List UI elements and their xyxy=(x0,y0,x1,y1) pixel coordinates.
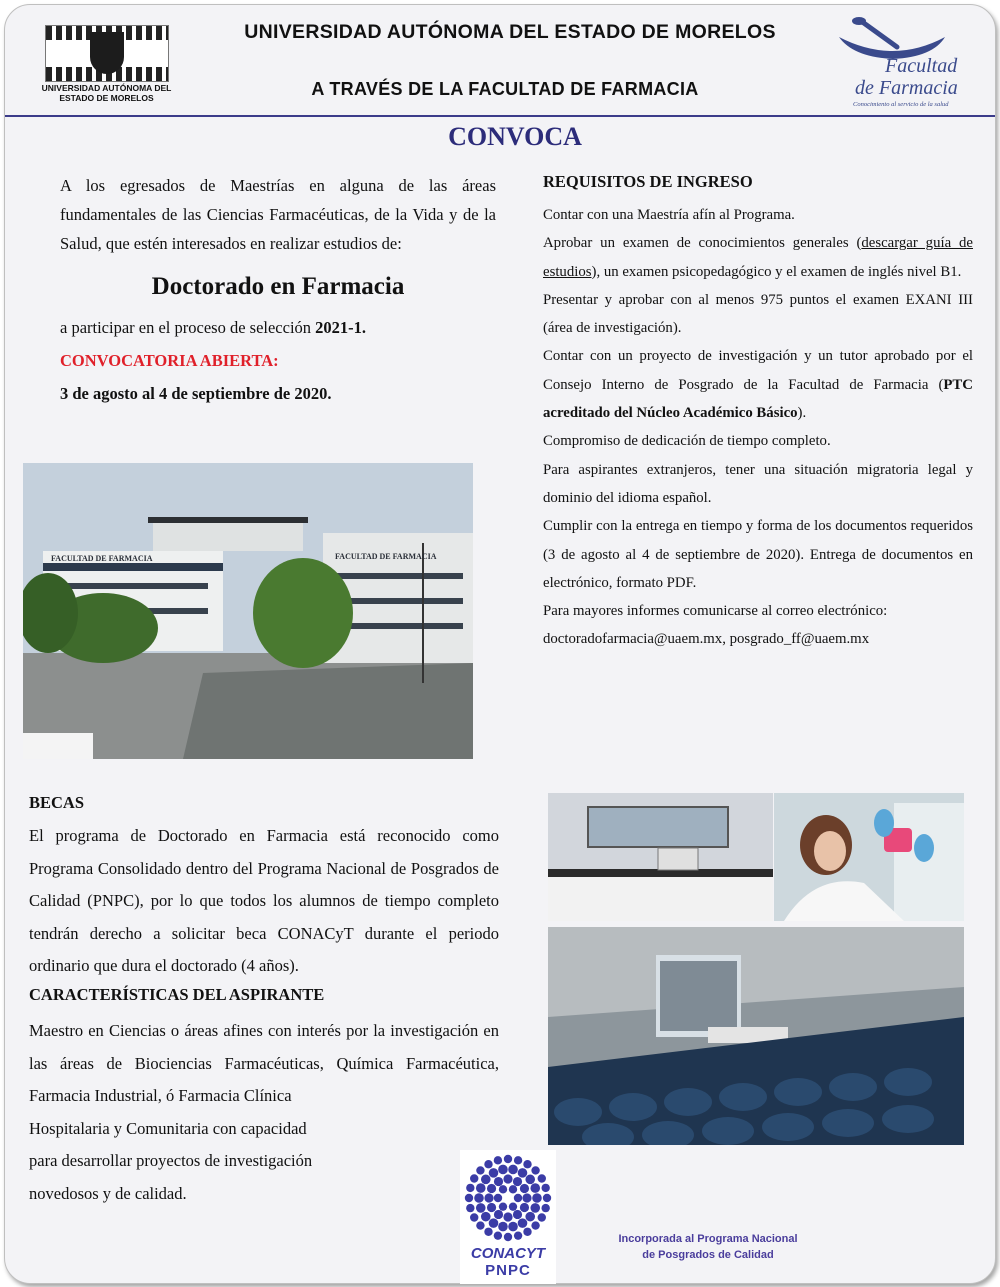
pnpc-dot xyxy=(494,1231,502,1239)
page-subtitle: A TRAVÉS DE LA FACULTAD DE FARMACIA xyxy=(311,79,699,99)
pnpc-dot xyxy=(466,1184,474,1192)
requirement-text: Aprobar un examen de conocimientos generales ( xyxy=(543,235,862,252)
faculty-logo-tagline: Conocimiento al servicio de la salud xyxy=(853,101,949,108)
intro-text: A los egresados de Maestrías en alguna de las áreas fundamentales de las Ciencias Farmacéuticas, de la Vida y de la Salud, que estén interesados en realizar estudios de: xyxy=(60,176,496,253)
pnpc-dot xyxy=(514,1194,522,1202)
university-crest-icon xyxy=(45,25,169,82)
pnpc-dot xyxy=(481,1175,491,1185)
pnpc-dot xyxy=(487,1184,496,1193)
pnpc-dot xyxy=(494,1156,502,1164)
pnpc-dot xyxy=(538,1213,546,1221)
pnpc-dot xyxy=(487,1203,496,1212)
pnpc-caption: Incorporada al Programa Nacional de Posgrados de Calidad xyxy=(618,1233,798,1261)
pnpc-dot xyxy=(513,1210,522,1219)
pnpc-dot xyxy=(499,1202,507,1210)
pnpc-dot xyxy=(481,1212,491,1222)
pnpc-dot xyxy=(514,1231,522,1239)
requirement-item: Compromiso de dedicación de tiempo completo. xyxy=(543,433,831,450)
requirements-title: REQUISITOS DE INGRESO xyxy=(543,172,753,191)
page-title: UNIVERSIDAD AUTÓNOMA DEL ESTADO DE MORELOS xyxy=(244,21,776,43)
pnpc-dot xyxy=(503,1212,512,1221)
pnpc-dot xyxy=(509,1202,517,1210)
requirement-item: Cumplir con la entrega en tiempo y forma de los documentos requeridos (3 de agosto al 4 de septiembre de 2020). Entrega de documentos en electrónico, formato PDF. xyxy=(543,518,973,591)
pnpc-dot xyxy=(489,1168,499,1178)
pnpc-dots-icon xyxy=(460,1150,556,1246)
pnpc-dot xyxy=(484,1228,492,1236)
pnpc-dot xyxy=(494,1194,502,1202)
requirement-text: Contar con un proyecto de investigación y un tutor aprobado por el Consejo Interno de Posgrado de la Facultad de Farmacia ( xyxy=(543,348,973,393)
building-photo xyxy=(23,463,473,759)
auditorium-photo xyxy=(548,927,964,1145)
aspirant-profile-text: Maestro en Ciencias o áreas afines con interés por la investigación en las áreas de Biociencias Farmacéuticas, Química Farmacéutica, Farmacia Industrial, ó Farmacia Clínica xyxy=(29,1021,499,1105)
pnpc-dot xyxy=(470,1174,478,1182)
building-sign-right: FACULTAD DE FARMACIA xyxy=(335,552,437,561)
pnpc-dot xyxy=(498,1222,508,1232)
pnpc-dot xyxy=(466,1204,474,1212)
pnpc-dot xyxy=(530,1203,540,1213)
pnpc-dot xyxy=(525,1212,535,1222)
requirement-bold-text: PTC acreditado del Núcleo Académico Básico xyxy=(543,376,973,422)
pnpc-dot xyxy=(541,1204,549,1212)
requirement-item: Contar con una Maestría afín al Programa. xyxy=(543,207,795,223)
pnpc-dot xyxy=(476,1221,484,1229)
pnpc-dot xyxy=(504,1233,512,1241)
pnpc-dot xyxy=(543,1194,551,1202)
pnpc-dot xyxy=(494,1177,503,1186)
pnpc-dot xyxy=(541,1184,549,1192)
pnpc-dot xyxy=(465,1194,473,1202)
call-dates: 3 de agosto al 4 de septiembre de 2020. xyxy=(60,384,332,403)
pnpc-dot xyxy=(474,1193,484,1203)
pnpc-dot xyxy=(531,1221,539,1229)
convoca-heading: CONVOCA xyxy=(448,122,582,151)
requirement-item: Presentar y aprobar con al menos 975 puntos el examen EXANI III (área de investigación). xyxy=(543,291,973,337)
requirement-item xyxy=(543,229,973,286)
building-sign-left: FACULTAD DE FARMACIA xyxy=(51,554,153,563)
requirement-text: ). xyxy=(797,405,807,422)
degree-title: Doctorado en Farmacia xyxy=(151,273,405,300)
aspirant-profile xyxy=(29,1015,499,1210)
conacyt-pnpc-logo xyxy=(460,1150,556,1284)
requirement-text: ), un examen psicopedagógico y el examen de inglés nivel B1. xyxy=(591,263,962,280)
contact-emails[interactable]: doctoradofarmacia@uaem.mx, posgrado_ff@uaem.mx xyxy=(543,631,870,648)
researcher-photo xyxy=(774,793,964,921)
pnpc-dot xyxy=(530,1183,540,1193)
study-guide-link[interactable]: descargar guía de estudios xyxy=(543,235,973,280)
university-logo-caption: UNIVERSIDAD AUTÓNOMA DEL ESTADO DE MORELOS xyxy=(41,83,172,103)
aspirant-profile-line: para desarrollar proyectos de investigación xyxy=(29,1151,313,1170)
researcher-illustration xyxy=(774,793,964,921)
pnpc-dot xyxy=(518,1168,528,1178)
pnpc-dot xyxy=(476,1203,486,1213)
pnpc-dot xyxy=(525,1175,535,1185)
faculty-logo-line2: de Farmacia xyxy=(855,77,958,99)
becas-title: BECAS xyxy=(29,793,85,812)
pnpc-logo-text: PNPC xyxy=(485,1262,531,1279)
pnpc-dot xyxy=(522,1193,531,1202)
poster xyxy=(4,4,996,1284)
becas-text: El programa de Doctorado en Farmacia está reconocido como Programa Consolidado dentro del Programa Nacional de Posgrados de Calidad (PNPC), por lo que todos los alumnos de tiempo completo tendrán derecho a solicitar beca CONACyT durante el periodo ordinario que dura el doctorado (4 años). xyxy=(29,826,499,975)
pnpc-logo-text: CONACYT xyxy=(470,1245,546,1262)
pnpc-dot xyxy=(476,1183,486,1193)
faculty-logo xyxy=(825,17,975,109)
faculty-logo-line1: Facultad xyxy=(885,55,958,77)
pnpc-dot xyxy=(509,1185,517,1193)
pnpc-dot xyxy=(470,1213,478,1221)
university-logo xyxy=(39,25,174,105)
selection-process-text: a participar en el proceso de selección xyxy=(60,318,312,337)
aspirant-profile-line: Hospitalaria y Comunitaria con capacidad xyxy=(29,1118,307,1138)
building-illustration xyxy=(23,463,473,759)
pnpc-dot xyxy=(503,1174,512,1183)
auditorium-illustration xyxy=(548,927,964,1145)
pnpc-dot xyxy=(520,1203,529,1212)
pnpc-dot xyxy=(476,1166,484,1174)
pnpc-dot xyxy=(514,1156,522,1164)
selection-period: 2021-1. xyxy=(315,318,367,337)
pnpc-dot xyxy=(532,1193,542,1203)
pnpc-dot xyxy=(484,1193,493,1202)
pnpc-dot xyxy=(498,1165,508,1175)
pnpc-dot xyxy=(523,1160,531,1168)
pnpc-dot xyxy=(531,1166,539,1174)
pnpc-dot xyxy=(499,1185,507,1193)
pnpc-dot xyxy=(484,1160,492,1168)
aspirant-profile-line: novedosos y de calidad. xyxy=(29,1183,187,1203)
requirements-list xyxy=(543,201,973,654)
pnpc-dot xyxy=(520,1184,529,1193)
pnpc-dot xyxy=(513,1177,522,1186)
selection-process xyxy=(60,318,366,338)
open-call-label: CONVOCATORIA ABIERTA: xyxy=(60,351,279,370)
requirement-item: Para mayores informes comunicarse al correo electrónico: xyxy=(543,603,888,620)
aspirant-profile-title: CARACTERÍSTICAS DEL ASPIRANTE xyxy=(29,985,325,1004)
pnpc-dot xyxy=(538,1174,546,1182)
lab-photo xyxy=(548,793,773,921)
pnpc-dot xyxy=(494,1210,503,1219)
header-divider xyxy=(5,115,995,117)
pnpc-dot xyxy=(508,1222,518,1232)
pnpc-dot xyxy=(523,1228,531,1236)
pnpc-dot xyxy=(489,1218,499,1228)
pnpc-dot xyxy=(504,1155,512,1163)
requirement-item: Para aspirantes extranjeros, tener una situación migratoria legal y dominio del idioma español. xyxy=(543,461,973,506)
pnpc-dot xyxy=(508,1165,518,1175)
pnpc-dot xyxy=(518,1218,528,1228)
lab-illustration xyxy=(548,793,773,921)
requirement-item xyxy=(543,342,973,427)
